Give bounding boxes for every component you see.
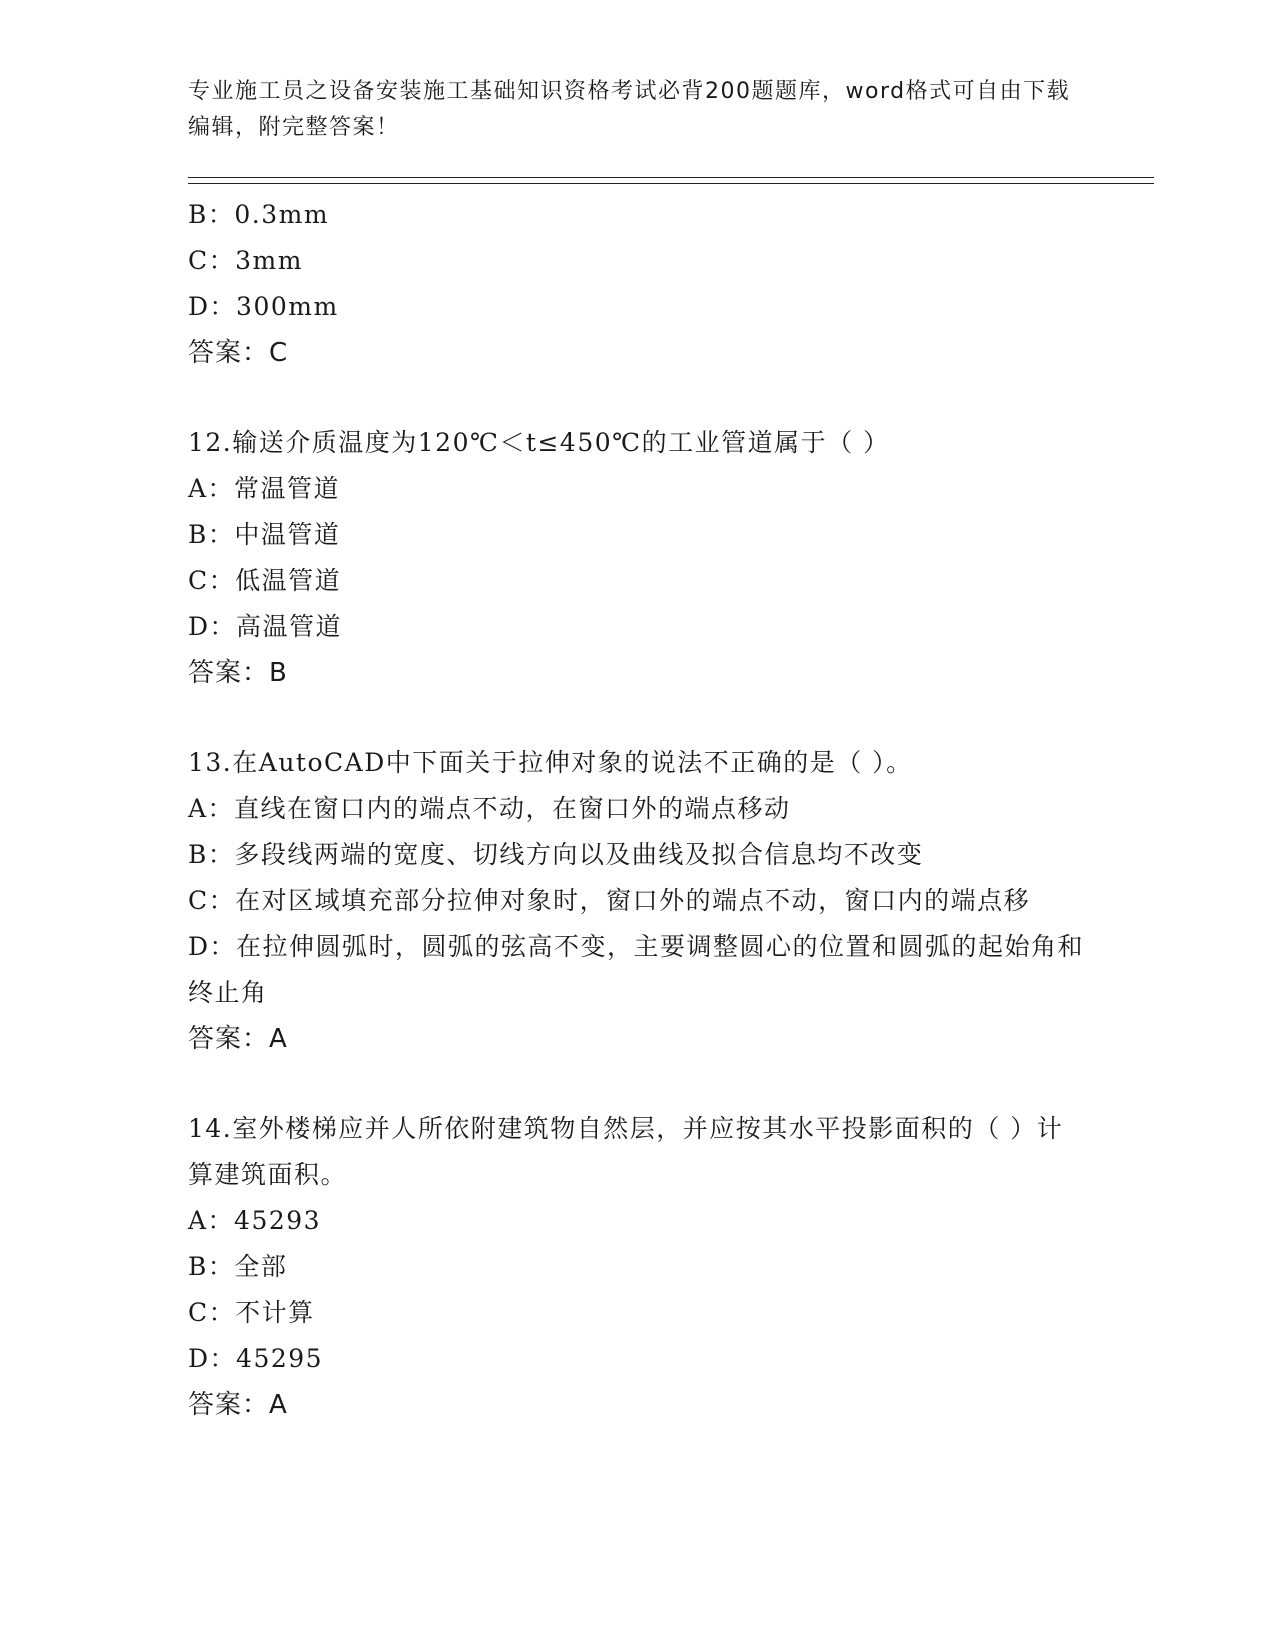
option-c: C：低温管道 [188, 566, 342, 595]
option-c: C：3mm [188, 246, 303, 275]
header-rule-bottom [188, 183, 1154, 184]
option-b: B：0.3mm [188, 200, 330, 229]
answer-line: 答案：B [188, 658, 288, 688]
question-stem: 14.室外楼梯应并人所依附建筑物自然层，并应按其水平投影面积的（ ）计算建筑面积。 [188, 1114, 1064, 1189]
header-rule-top [188, 177, 1154, 178]
option-c: C：不计算 [188, 1298, 315, 1327]
document-body [188, 192, 1088, 1428]
option-d: D：300mm [188, 292, 339, 321]
answer-line: 答案：A [188, 1024, 288, 1054]
option-d: D：高温管道 [188, 612, 343, 641]
answer-line: 答案：A [188, 1390, 288, 1420]
answer-line: 答案：C [188, 338, 289, 368]
document-header: 专业施工员之设备安装施工基础知识资格考试必背200题题库，word格式可自由下载编辑，附完整答案！ [188, 79, 1071, 140]
option-d: D：在拉伸圆弧时，圆弧的弦高不变，主要调整圆心的位置和圆弧的起始角和终止角 [188, 932, 1085, 1007]
option-a: A：45293 [188, 1206, 322, 1235]
option-a: A：常温管道 [188, 474, 341, 503]
question-stem: 12.输送介质温度为120℃＜t≤450℃的工业管道属于（ ） [188, 428, 890, 457]
option-b: B：中温管道 [188, 520, 341, 549]
option-c: C：在对区域填充部分拉伸对象时，窗口外的端点不动，窗口内的端点移 [188, 886, 1031, 915]
option-d: D：45295 [188, 1344, 324, 1373]
option-b: B：多段线两端的宽度、切线方向以及曲线及拟合信息均不改变 [188, 840, 924, 869]
option-b: B：全部 [188, 1252, 288, 1281]
option-a: A：直线在窗口内的端点不动，在窗口外的端点移动 [188, 794, 791, 823]
question-stem: 13.在AutoCAD中下面关于拉伸对象的说法不正确的是（ ）。 [188, 748, 913, 777]
